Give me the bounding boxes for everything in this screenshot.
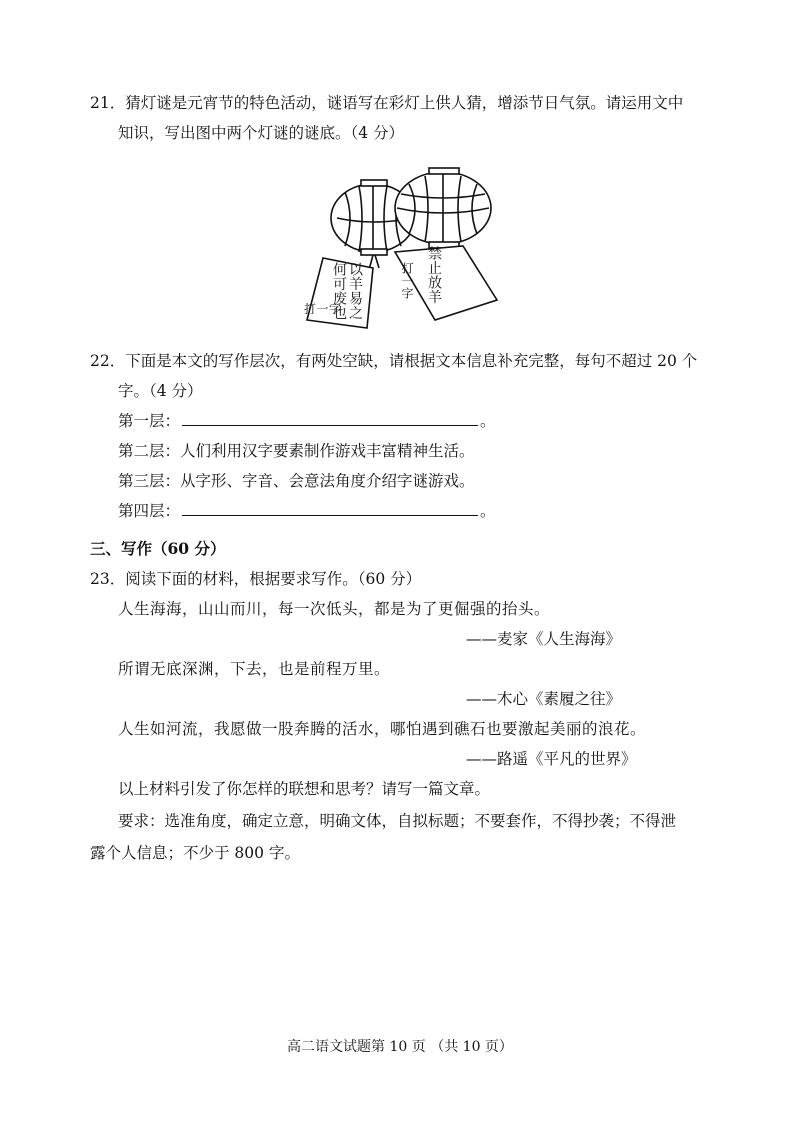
q22-layer2: 第二层：人们利用汉字要素制作游戏丰富精神生活。 [118, 442, 475, 460]
layer1-label: 第一层： [118, 412, 181, 430]
q22-layer1 [118, 410, 496, 432]
q23-requirements-line2: 露个人信息；不少于 800 字。 [90, 844, 300, 862]
q23-source3: ——路遥《平凡的世界》 [466, 750, 637, 768]
right-lantern-hint: 打一字 [400, 262, 414, 300]
q23-quote3: 人生如河流，我愿做一股奔腾的活水，哪怕遇到礁石也要激起美丽的浪花。 [118, 720, 647, 738]
q23-source1: ——麦家《人生海海》 [466, 630, 622, 648]
q23-prompt: 以上材料引发了你怎样的联想和思考？请写一篇文章。 [118, 780, 491, 798]
left-lantern-hint: 打一字 [304, 302, 342, 316]
q22-layer4 [118, 500, 496, 522]
q22-line2: 字。（4 分） [118, 382, 203, 400]
q22-line1: 22．下面是本文的写作层次，有两处空缺，请根据文本信息补充完整，每句不超过 20 个 [90, 352, 698, 370]
q21-line2: 知识，写出图中两个灯谜的谜底。（4 分） [118, 124, 405, 142]
layer1-end-mark: 。 [480, 412, 496, 430]
page-footer: 高二语文试题第 10 页 （共 10 页） [287, 1039, 513, 1055]
right-lantern-riddle: 禁止放羊 [426, 246, 442, 304]
layer4-answer-blank[interactable] [182, 501, 478, 516]
left-lantern-riddle: 以羊易之 何可废也 [331, 262, 363, 320]
layer1-answer-blank[interactable] [182, 411, 478, 426]
q23-requirements-line1: 要求：选准角度，确定立意，明确文体，自拟标题；不要套作，不得抄袭；不得泄 [118, 812, 677, 830]
layer4-label: 第四层： [118, 502, 181, 520]
q21-line1: 21．猜灯谜是元宵节的特色活动，谜语写在彩灯上供人猜，增添节日气氛。请运用文中 [90, 94, 684, 112]
q23-intro: 23．阅读下面的材料，根据要求写作。（60 分） [90, 570, 422, 588]
section-writing-title: 三、写作（60 分） [90, 539, 226, 558]
q23-quote1: 人生海海，山山而川，每一次低头，都是为了更倔强的抬头。 [118, 600, 551, 618]
layer4-end-mark: 。 [480, 502, 496, 520]
q22-layer3: 第三层：从字形、字音、会意法角度介绍字谜游戏。 [118, 472, 475, 490]
q23-quote2: 所谓无底深渊，下去，也是前程万里。 [118, 660, 391, 678]
q23-source2: ——木心《素履之往》 [466, 690, 622, 708]
